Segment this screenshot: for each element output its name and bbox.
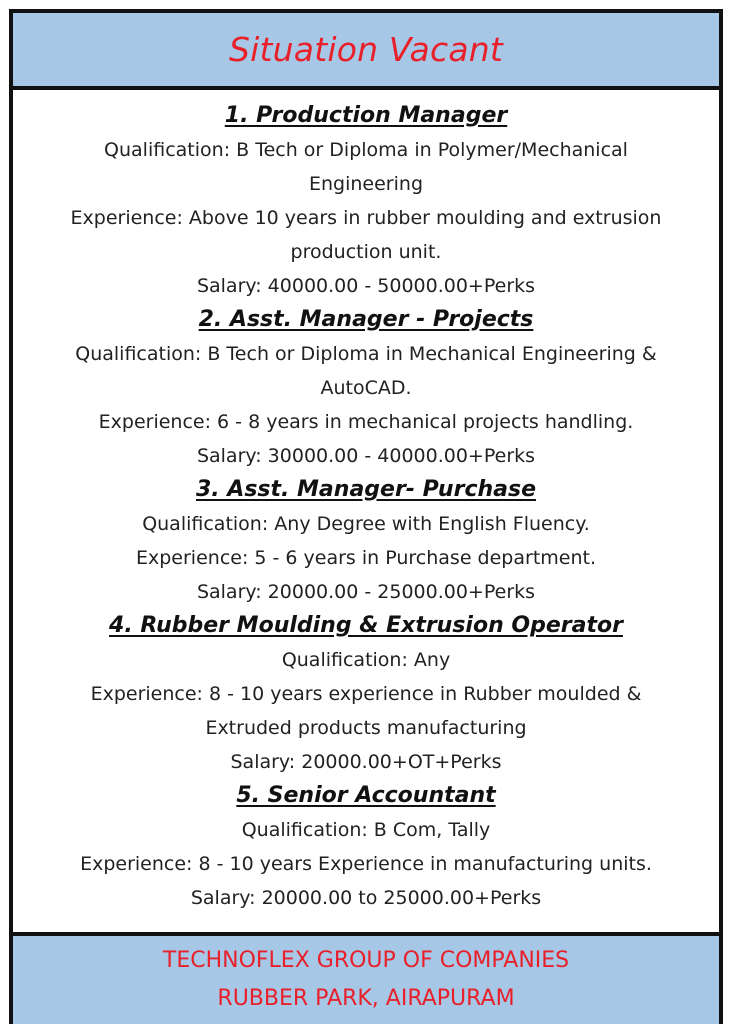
qualification-line: Qualification: Any xyxy=(281,649,451,671)
salary-line: Salary: 30000.00 - 40000.00+Perks xyxy=(196,445,536,467)
job-production-manager xyxy=(13,99,719,303)
qualification-line: Qualification: B Com, Tally xyxy=(241,819,491,841)
job-asst-manager-projects xyxy=(13,303,719,473)
qualification-line-cont: AutoCAD. xyxy=(320,377,412,399)
qualification-line: Qualification: B Tech or Diploma in Mechanical Engineering & xyxy=(75,343,657,365)
job-asst-manager-purchase xyxy=(13,473,719,609)
salary-line: Salary: 20000.00+OT+Perks xyxy=(230,751,502,773)
job-listings xyxy=(13,90,719,932)
experience-line: Experience: 6 - 8 years in mechanical projects handling. xyxy=(98,411,634,433)
job-title: 4. Rubber Moulding & Extrusion Operator xyxy=(109,613,623,638)
job-rubber-moulding-operator xyxy=(13,609,719,779)
page-title: Situation Vacant xyxy=(229,30,503,69)
company-address: RUBBER PARK, AIRAPURAM xyxy=(217,986,515,1011)
job-title: 2. Asst. Manager - Projects xyxy=(198,307,534,332)
company-name: TECHNOFLEX GROUP OF COMPANIES xyxy=(162,948,570,973)
experience-line: Experience: 5 - 6 years in Purchase department. xyxy=(136,547,596,569)
qualification-line-cont: Engineering xyxy=(309,173,423,195)
salary-line: Salary: 40000.00 - 50000.00+Perks xyxy=(196,275,536,297)
experience-line-cont: production unit. xyxy=(290,241,442,263)
salary-line: Salary: 20000.00 - 25000.00+Perks xyxy=(196,581,536,603)
experience-line-cont: Extruded products manufacturing xyxy=(205,717,527,739)
qualification-line: Qualification: B Tech or Diploma in Polymer/Mechanical xyxy=(104,139,628,161)
job-title: 1. Production Manager xyxy=(224,103,508,128)
header-banner xyxy=(13,13,719,90)
job-title: 5. Senior Accountant xyxy=(236,783,496,808)
job-senior-accountant xyxy=(13,779,719,915)
experience-line: Experience: 8 - 10 years Experience in manufacturing units. xyxy=(80,853,652,875)
qualification-line: Qualification: Any Degree with English Fluency. xyxy=(142,513,590,535)
salary-line: Salary: 20000.00 to 25000.00+Perks xyxy=(190,887,542,909)
experience-line: Experience: Above 10 years in rubber moulding and extrusion xyxy=(70,207,662,229)
experience-line: Experience: 8 - 10 years experience in Rubber moulded & xyxy=(90,683,642,705)
advertisement-frame xyxy=(9,9,723,1024)
job-title: 3. Asst. Manager- Purchase xyxy=(195,477,537,502)
footer-banner xyxy=(13,932,719,1024)
